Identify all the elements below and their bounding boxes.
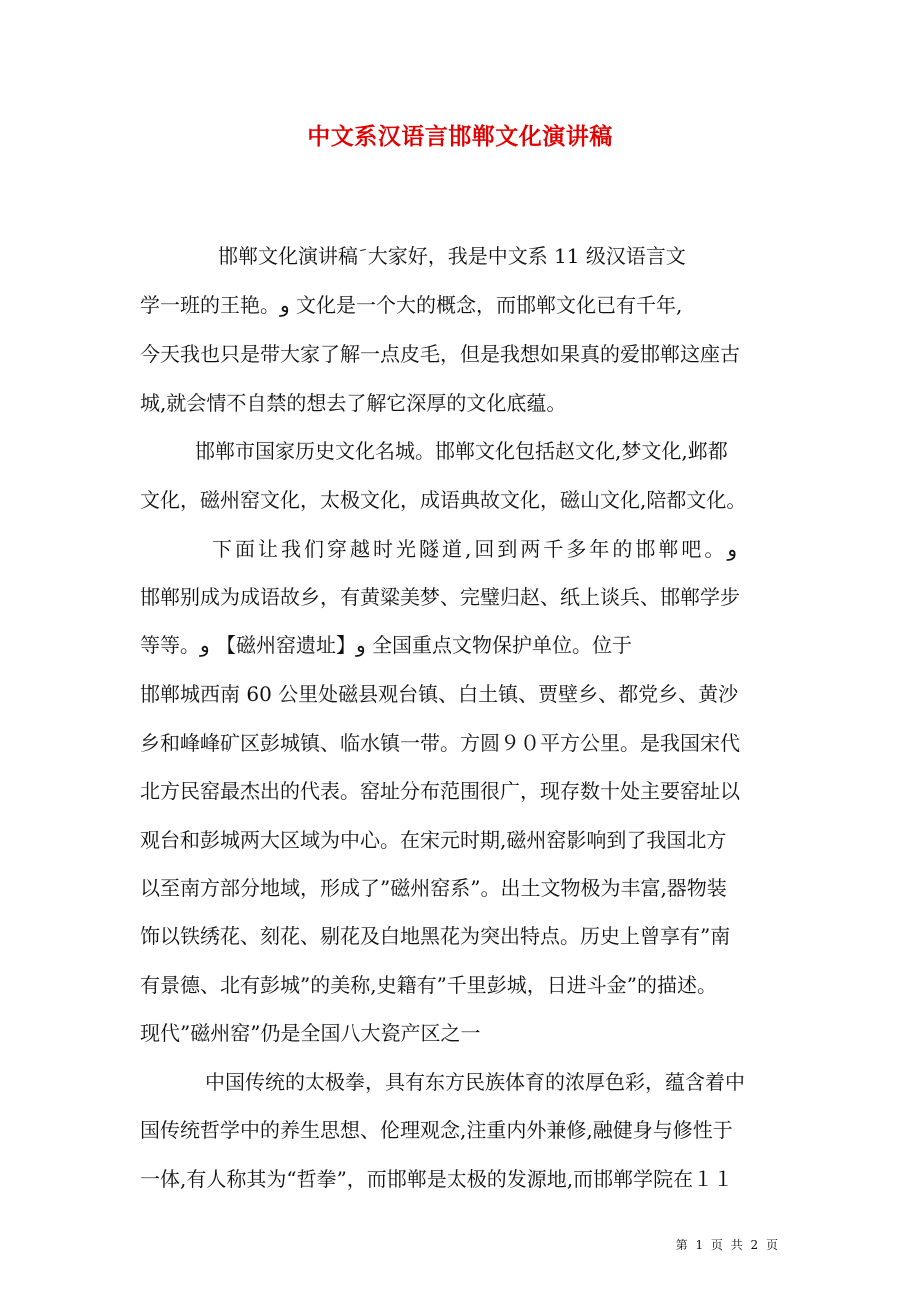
- paragraph-line: 城,就会情不自禁的想去了解它深厚的文化底蕴。: [140, 391, 567, 415]
- paragraph-line: 学一班的王艳。و 文化是一个大的概念，而邯郸文化已有千年,: [140, 293, 683, 317]
- paragraph-line: 邯郸城西南 60 公里处磁县观台镇、白土镇、贾壁乡、都党乡、黄沙: [140, 682, 739, 706]
- paragraph-line: 邯郸市国家历史文化名城。邯郸文化包括赵文化,梦文化,邺都: [195, 439, 728, 463]
- paragraph-line: 有景德、北有彭城”的美称,史籍有”千里彭城，日进斗金”的描述。: [140, 973, 718, 997]
- page-number-footer: 第 1 页 共 2 页: [675, 1238, 780, 1252]
- paragraph-line: 观台和彭城两大区域为中心。在宋元时期,磁州窑影响到了我国北方: [140, 828, 727, 852]
- paragraph-line: 以至南方部分地域，形成了”磁州窑系”。出土文物极为丰富,器物装: [140, 876, 727, 900]
- paragraph-line: 等等。و 【磁州窑遗址】و 全国重点文物保护单位。位于: [140, 633, 633, 657]
- paragraph-line: 现代”磁州窑”仍是全国八大瓷产区之一: [140, 1021, 481, 1045]
- paragraph-line: 中国传统的太极拳，具有东方民族体育的浓厚色彩，蕴含着中: [205, 1070, 745, 1094]
- document-title: 中文系汉语言邯郸文化演讲稿: [307, 123, 613, 150]
- paragraph-line: 北方民窑最杰出的代表。窑址分布范围很广，现存数十处主要窑址以: [140, 779, 740, 803]
- paragraph-line: 邯郸文化演讲稿 َ 大家好，我是中文系 11 级汉语言文: [218, 244, 686, 268]
- paragraph-line: 一体,有人称其为“哲拳”，而邯郸是太极的发源地,而邯郸学院在１１: [140, 1167, 734, 1191]
- paragraph-line: 饰以铁绣花、刻花、剔花及白地黑花为突出特点。历史上曾享有”南: [140, 924, 731, 948]
- paragraph-line: 文化，磁州窑文化，太极文化，成语典故文化，磁山文化,陪都文化。: [140, 488, 747, 512]
- paragraph-line: 乡和峰峰矿区彭城镇、临水镇一带。方圆９０平方公里。是我国宋代: [140, 731, 740, 755]
- paragraph-line: 邯郸别成为成语故乡，有黄粱美梦、完璧归赵、纸上谈兵、邯郸学步: [140, 585, 740, 609]
- paragraph-line: 国传统哲学中的养生思想、伦理观念,注重内外兼修,融健身与修性于: [140, 1118, 733, 1142]
- paragraph-line: 今天我也只是带大家了解一点皮毛，但是我想如果真的爱邯郸这座古: [140, 342, 740, 366]
- paragraph-line: 下面让我们穿越时光隧道,回到两千多年的邯郸吧。و: [212, 537, 738, 561]
